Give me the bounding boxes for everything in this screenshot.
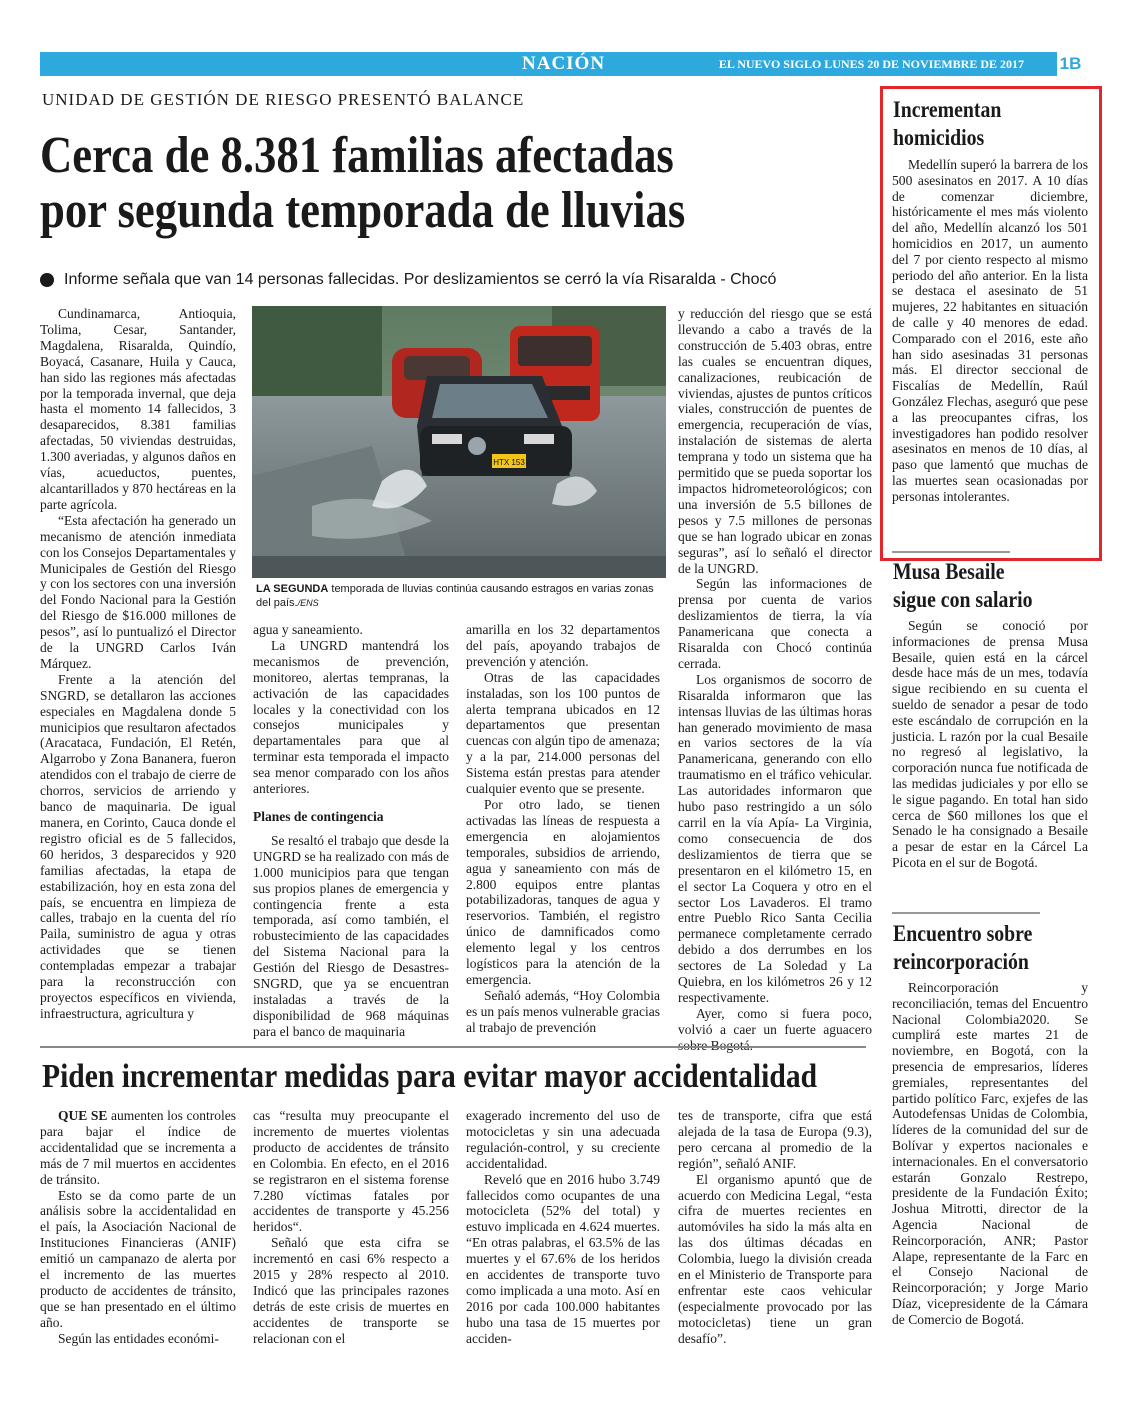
second-column-3 (466, 1108, 660, 1347)
second-column-2 (253, 1108, 449, 1347)
paragraph: Frente a la atención del SNGRD, se detallaron las acciones especiales en Magdalena donde 5 municipios que resultaron afectados (Aracataca, Fundación, El Retén, Algarrobo y Zona Bananera, fueron atendidos con el trabajo de cierre de chorros, servicios de arriendo y banco de maquinaria. De igual manera, en Corinto, Cauca donde el registro oficial es de 5 fallecidos, 60 heridos, 3 desparecidos y 920 familias afectadas, la etapa de estabilización, hoy en esta zona del país, se encuentra en limpieza de calles, trabajo en la cuenta del río Paila, suministro de agua y otras actividades que se tienen contempladas empezar a trabajar para la reconstrucción con proyectos específicos en vivienda, infraestructura, agricultura y (40, 671, 236, 1021)
paragraph: Según las entidades económi- (58, 1330, 219, 1346)
sidebar-rule (892, 912, 1040, 914)
paragraph: agua y saneamiento. (253, 622, 363, 637)
paragraph: tes de transporte, cifra que está alejada de la tasa de Europa (9.3), pero cercana al promedio de la región”, señaló ANIF. (678, 1108, 872, 1171)
paragraph: Se resaltó el trabajo que desde la UNGRD se ha realizado con más de 1.000 municipios para que tengan sus propios planes de emergencia y contingencia frente a esta temporada, así como también, el robustecimiento de las capacidades del Sistema Nacional para la Gestión del Riesgo de Desastres- SNGRD, que ya se encuentran instaladas a través de la disponibilidad de 968 máquinas para el banco de maquinaria (253, 832, 449, 1039)
flood-photo (252, 306, 666, 578)
kicker: UNIDAD DE GESTIÓN DE RIESGO PRESENTÓ BALANCE (42, 90, 525, 109)
sidebar-title-line: Incrementan (893, 97, 1002, 122)
paragraph: Los organismos de socorro de Risaralda informaron que las intensas lluvias de las últimas horas han generado movimiento de masa en varios sectores de la vía Panamericana, generando con ello traumatismo en el tráfico vehicular. Las autoridades informaron que hubo paso restringido a un sólo carril en la vía Apía- La Virginia, como consecuencia de dos deslizamientos de tierra que se presentaron en el kilómetro 15, en el sector La Coquera y otro en el sector Los Lavaderos. El tramo entre Pueblo Rico Santa Cecilia permanece completamente cerrado debido a dos derrumbes en los sectores de La Soledad y La Quiebra, en los kilómetros 26 y 12 respectivamente. (678, 671, 872, 1005)
sidebar-title-line: reincorporación (893, 949, 1029, 974)
paragraph: Señaló además, “Hoy Colombia es un país menos vulnerable gracias al trabajo de prevención (466, 987, 660, 1035)
publication-date: EL NUEVO SIGLO LUNES 20 DE NOVIEMBRE DE 2017 (718, 57, 1024, 71)
sidebar-story-reincorporacion (892, 980, 1088, 1328)
second-headline: Piden incrementar medidas para evitar mayor accidentalidad (42, 1058, 818, 1095)
main-headline-line1: Cerca de 8.381 familias afectadas (40, 127, 674, 184)
section-name: NACIÓN (522, 53, 606, 74)
main-headline-line2: por segunda temporada de lluvias (40, 182, 686, 240)
paragraph: La UNGRD mantendrá los mecanismos de prevención, monitoreo, alertas tempranas, la activación de las capacidades locales y la conectividad con los consejos municipales y departamentales para que al terminar esta temporada el impacto sea menor comparado con los años anteriores. (253, 637, 449, 797)
sidebar-story-besaile (892, 618, 1088, 871)
deck (40, 271, 776, 289)
paragraph: Medellín superó la barrera de los 500 asesinatos en 2017. A 10 días de comenzar diciembre, históricamente el mes más violento del año, Medellín alcanzó los 501 homicidios en 2017, un aumento del 7 por ciento respecto al mismo periodo del año anterior. En la lista se destaca el asesinato de 51 mujeres, 22 habitantes en situación de calle y 40 menores de edad. Comparado con el 2016, este año han sido asesinadas 31 personas más. El director seccional de Fiscalías de Medellín, Raúl González Flechas, aseguró que pese a las preocupantes cifras, los investigadores han podido resolver asesinatos en menos de 10 días, al paso que lamentó que muchas de las muertes sean ocasionadas por personas intolerantes. (892, 157, 1088, 504)
story-divider (40, 1046, 866, 1048)
paragraph: Reincorporación y reconciliación, temas del Encuentro Nacional Colombia2020. Se cumplirá este martes 21 de noviembre, en Bogotá, con la presencia de empresarios, líderes gremiales, representantes del partido político Farc, exjefes de las Autodefensas Unidas de Colombia, líderes de la comunidad del sur de Bolívar y expertos nacionales e internacionales. En el conversatorio estarán Gonzalo Restrepo, presidente de la Fundación Éxito; Joshua Mitrotti, director de la Agencia Nacional de Reincorporación, ANR; Pastor Alape, representante de la Farc en el Consejo Nacional de Reincorporación; y Jorge Mario Díaz, vicepresidente de la Cámara de Comercio de Bogotá. (892, 980, 1088, 1327)
sidebar-title-line: sigue con salario (893, 587, 1033, 612)
sidebar-title-besaile (893, 558, 1033, 614)
sidebar-story-homicidios (892, 157, 1088, 505)
flood-photo-illustration (252, 306, 666, 578)
sidebar-title-line: homicidios (893, 125, 985, 150)
paragraph: Otras de las capacidades instaladas, son los 100 puntos de alerta temprana ubicados en 12 departamentos que presentan cuencas con algún tipo de amenaza; y a la par, 214.000 personas del Sistema están prestas para atender cualquier evento que se presente. (466, 669, 660, 797)
page-number: 1B (1057, 52, 1084, 76)
paragraph: Ayer, como si fuera poco, volvió a caer un fuerte aguacero (678, 1005, 872, 1037)
paragraph: y reducción del riesgo que se está llevando a cabo a través de la construcción de 5.403 obras, entre las cuales se encuentran diques, canalizaciones, reubicación de viviendas, ajustes de puntos críticos viales, construcción de puentes de emergencia, recuperación de vías, instalación de sistemas de alerta temprana y todo un sistema que ha permitido que se pueda soportar los impactos hidrometeorológicos; con una inversión de 5.5 billones de pesos y 7.5 millones de personas que se han logrado ubicar en zonas seguras”, así lo señaló el director de la UNGRD. (678, 306, 872, 576)
caption-lead: LA SEGUNDA (256, 583, 329, 595)
paragraph: “Esta afectación ha generado un mecanismo de atención inmediata con los Consejos Departamentales y Municipales de Gestión del Riesgo y con los sectores con una inversión del Fondo Nacional para la Gestión del Riesgo de $16.000 millones de pesos”, así lo puntualizó el Director de la UNGRD Carlos Iván Márquez. (40, 512, 236, 671)
main-headline (40, 128, 754, 238)
sidebar-title-line: Encuentro sobre (893, 921, 1033, 946)
lead-in: QUE SE (58, 1108, 108, 1123)
deck-text: Informe señala que van 14 personas fallecidas. Por deslizamientos se cerró la vía Risaralda - Chocó (64, 271, 777, 288)
paragraph: Por otro lado, se tienen activadas las líneas de respuesta a emergencia en alojamientos temporales, subsidios de arriendo, agua y saneamiento con más de 2.800 equipos entre plantas potabilizadoras, tanques de agua y reservorios. También, el registro único de damnificados como elemento legal y los centros logísticos para la atención de la emergencia. (466, 796, 660, 987)
paragraph: cas “resulta muy preocupante el incremento de muertes violentas producto de accidentes de tránsito en Colombia. En efecto, en el 2016 se registraron en el sistema forense 7.280 víctimas fatales por accidentes de transporte y 45.256 heridos“. (253, 1108, 449, 1235)
paragraph: Señaló que esta cifra se incrementó en casi 6% respecto a 2015 y 28% respecto al 2010. Indicó que las principales razones detrás de este crisis de muertes en accidentes de transporte se relacionan con el (253, 1235, 449, 1346)
paragraph: Cundinamarca, Antioquia, Tolima, Cesar, Santander, Magdalena, Risaralda, Quindío, Boyacá, Casanare, Huila y Cauca, han sido las regiones más afectadas por la temporada invernal, que deja hasta el momento 14 fallecidos, 3 desaparecidos, 8.381 familias afectadas, 50 viviendas destruidas, 1.300 averiadas, y algunos daños en vías, acueductos, puentes, alcantarillados y 870 hectáreas en la parte agrícola. (40, 306, 236, 512)
main-column-4 (678, 306, 872, 1054)
sidebar-title-homicidios (893, 96, 1001, 152)
sidebar-title-line: Musa Besaile (893, 559, 1005, 584)
main-column-1 (40, 306, 236, 1022)
caption-credit: /ENS (297, 598, 319, 608)
photo-caption (256, 582, 656, 610)
paragraph: amarilla en los 32 departamentos del país, apoyando trabajos de prevención y atención. (466, 622, 660, 669)
main-column-3 (466, 622, 660, 1036)
license-plate-text: HTX 153 (493, 458, 525, 467)
paragraph: Reveló que en 2016 hubo 3.749 fallecidos como ocupantes de una motocicleta (52% del total) y estuvo implicada en 4.624 muertes. “En otras palabras, el 63.5% de las muertes y el 67.6% de los heridos en accidentes de transporte tuvo como implicada a una moto. Así en 2016 por cada 100.000 habitantes hubo una tasa de 15 muertes por acciden- (466, 1171, 660, 1346)
paragraph: El organismo apuntó que de acuerdo con Medicina Legal, “esta cifra de muertes recientes en automóviles ha sido la más alta en las dos últimas décadas en Colombia, luego la división creada en el Ministerio de Transporte para enfrentar este caos vehicular (especialmente provocado por las motocicletas) tiene un gran desafío”. (678, 1171, 872, 1346)
paragraph: Según las informaciones de prensa por cuenta de varios deslizamientos de tierra, la vía Panamericana que conecta a Risaralda con Chocó continúa cerrada. (678, 576, 872, 671)
sidebar-title-reincorporacion (893, 920, 1032, 976)
paragraph: aumenten los controles para bajar el índice de accidentalidad que se incrementa a más de 7 mil muertos en accidentes de tránsito. (40, 1108, 236, 1187)
paragraph: Esto se da como parte de un análisis sobre la accidentalidad en el país, la Asociación Nacional de Instituciones Financieras (ANIF) emitió un campanazo de alerta por el incremento de las muertes producto de accidentes de tránsito, que se han presentado en el último año. (40, 1187, 236, 1330)
main-column-2 (253, 622, 449, 1040)
bullet-icon (40, 273, 54, 287)
subheading: Planes de contingencia (253, 808, 384, 824)
sidebar-rule (892, 551, 1010, 553)
paragraph: Según se conoció por informaciones de prensa Musa Besaile, quien está en la cárcel desde hace más de un mes, todavía sigue recibiendo en su cuenta el sueldo de senador a pesar de todo este escándalo de corrupción en la justicia. L razón por la cual Besaile no regresó al legislativo, la corporación nunca fue notificada de las medidas judiciales y por ello se le sigue pagando. En total han sido cerca de $60 millones los que el Senado le ha consignado a Besaile a pesar de estar en la Cárcel La Picota en el sur de Bogotá. (892, 618, 1088, 870)
page-header (40, 52, 1084, 76)
paragraph: exagerado incremento del uso de motocicletas y sin una adecuada regulación-control, y su creciente accidentalidad. (466, 1108, 660, 1171)
caption-text: temporada de lluvias continúa causando estragos en varias zonas del país. (256, 583, 654, 609)
second-column-4 (678, 1108, 872, 1347)
second-column-1 (40, 1108, 236, 1347)
